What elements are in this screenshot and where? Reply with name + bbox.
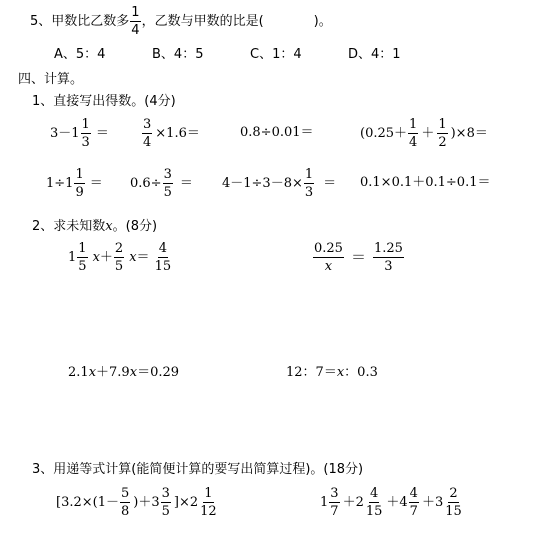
expression-2: $\frac{3}{4}$ ×1.6＝ xyxy=(143,117,200,150)
unknown-x: x xyxy=(92,250,100,265)
question-5 xyxy=(30,6,332,37)
fraction: $\frac{3}{4}$ xyxy=(143,117,152,150)
equation-1: 1 $\frac{1}{5}$ x ＋ $\frac{2}{5}$ x ＝ $\frac{4}{15}$ xyxy=(68,241,172,274)
unknown-x: x xyxy=(129,365,138,380)
calc-expression-1: [3.2×(1－ $\frac{5}{8}$ )＋3 $\frac{3}{5}$ ]×2 $\frac{1}{12}$ xyxy=(56,486,217,519)
fraction: $\frac{1}{2}$ xyxy=(438,117,447,150)
question-text: )。 xyxy=(313,14,332,29)
option-c[interactable]: C、1：4 xyxy=(250,47,302,62)
expression-4: (0.25＋ $\frac{1}{4}$ ＋ $\frac{1}{2}$ )×8＝ xyxy=(360,117,488,150)
expression-3: 0.8÷0.01＝ xyxy=(240,125,314,140)
fraction: $\frac{4}{15}$ xyxy=(154,241,172,274)
fraction: $\frac{1}{4}$ xyxy=(409,117,418,150)
question-number: 5、 xyxy=(30,14,52,29)
fraction: $\frac{3}{7}$ xyxy=(330,486,339,519)
question-text: ，乙数与甲数的比是( xyxy=(141,14,264,29)
option-b[interactable]: B、4：5 xyxy=(152,47,204,62)
fraction: $\frac{1.25}{3}$ xyxy=(373,241,403,274)
fraction: $\frac{3}{5}$ xyxy=(163,167,172,200)
fraction: $\frac{1}{12}$ xyxy=(200,486,217,519)
fraction: $\frac{4}{7}$ xyxy=(409,486,418,519)
calc-expression-2: 1 $\frac{3}{7}$ ＋2 $\frac{4}{15}$ ＋4 $\frac{4}{7}$ ＋3 $\frac{2}{15}$ xyxy=(320,486,462,519)
unknown-x: x xyxy=(88,365,97,380)
fraction: $\frac{1}{9}$ xyxy=(75,167,84,200)
equation-4: 12：7＝ x ：0.3 xyxy=(286,365,378,380)
fraction: $\frac{3}{5}$ xyxy=(161,486,170,519)
fraction: $\frac{2}{5}$ xyxy=(114,241,124,274)
expression-6: 0.6÷ $\frac{3}{5}$ ＝ xyxy=(130,167,193,200)
option-d[interactable]: D、4：1 xyxy=(348,47,401,62)
fraction: $\frac{1}{3}$ xyxy=(304,167,314,200)
section-title: 四、计算。 xyxy=(18,72,84,87)
equation-2: $\frac{0.25}{x}$ ＝ $\frac{1.25}{3}$ xyxy=(314,241,403,274)
fraction: $\frac{5}{8}$ xyxy=(120,486,130,519)
unknown-x: x xyxy=(336,365,345,380)
part-1-title: 1、直接写出得数。(4分) xyxy=(32,94,176,109)
fraction: $\frac{0.25}{x}$ xyxy=(314,241,343,274)
fraction: $\frac{1}{5}$ xyxy=(78,241,87,274)
part-2-title: 2、求未知数 x 。(8分) xyxy=(32,219,158,234)
expression-7: 4－1÷3－8× $\frac{1}{3}$ ＝ xyxy=(222,167,337,200)
unknown-x: x xyxy=(129,250,137,265)
equation-3: 2.1 x ＋7.9 x ＝0.29 xyxy=(68,365,180,380)
fraction: $\frac{2}{15}$ xyxy=(445,486,462,519)
part-3-title: 3、用递等式计算(能简便计算的要写出简算过程)。(18分) xyxy=(32,462,364,477)
expression-8: 0.1×0.1＋0.1÷0.1＝ xyxy=(360,175,491,190)
fraction: $\frac{4}{15}$ xyxy=(365,486,383,519)
expression-1: 3－1 $\frac{1}{3}$ ＝ xyxy=(50,117,109,150)
question-text: 甲数比乙数多 xyxy=(51,14,130,29)
expression-5: 1÷1 $\frac{1}{9}$ ＝ xyxy=(46,167,103,200)
option-a[interactable]: A、5：4 xyxy=(54,47,106,62)
fraction: $\frac{1}{3}$ xyxy=(81,117,90,150)
fraction: $\frac{1}{4}$ xyxy=(131,5,140,38)
